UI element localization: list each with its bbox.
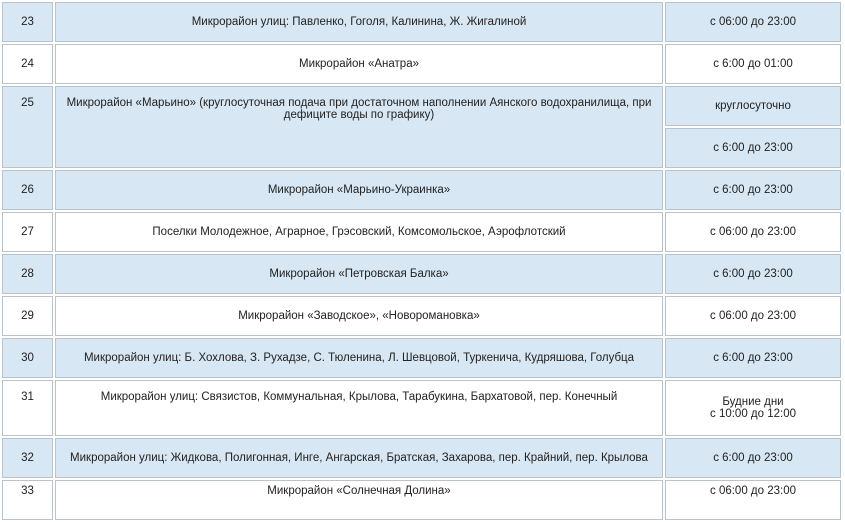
table-row	[2, 296, 841, 336]
row-number: 31	[2, 380, 53, 436]
table-row	[2, 44, 841, 84]
row-number: 24	[2, 44, 53, 84]
area-cell: Микрорайон «Марьино-Украинка»	[55, 170, 663, 210]
table-row	[2, 438, 841, 478]
time-cell: с 6:00 до 23:00	[665, 438, 841, 478]
row-number: 23	[2, 2, 53, 42]
time-cell: с 6:00 до 23:00	[665, 170, 841, 210]
table-row	[2, 170, 841, 210]
table-row	[2, 86, 841, 126]
area-cell: Микрорайон «Анатра»	[55, 44, 663, 84]
area-cell: Поселки Молодежное, Аграрное, Грэсовский, Комсомольское, Аэрофлотский	[55, 212, 663, 252]
time-cell	[665, 380, 841, 436]
area-cell: Микрорайон «Марьино» (круглосуточная подача при достаточном наполнении Аянского водохранилища, при дефиците воды по графику)	[55, 86, 663, 168]
time-cell: с 6:00 до 23:00	[665, 128, 841, 168]
table-row	[2, 2, 841, 42]
area-cell: Микрорайон «Солнечная Долина»	[55, 480, 663, 520]
time-line: Будние дни	[722, 396, 784, 408]
row-number: 33	[2, 480, 53, 520]
area-cell: Микрорайон улиц: Связистов, Коммунальная, Крылова, Тарабукина, Бархатовой, пер. Конечный	[55, 380, 663, 436]
area-cell: Микрорайон «Петровская Балка»	[55, 254, 663, 294]
time-cell: с 06:00 до 23:00	[665, 2, 841, 42]
time-line: с 10:00 до 12:00	[710, 408, 796, 420]
time-cell: с 06:00 до 23:00	[665, 212, 841, 252]
table-row	[2, 380, 841, 436]
area-cell: Микрорайон улиц: Павленко, Гоголя, Калинина, Ж. Жигалиной	[55, 2, 663, 42]
area-cell: Микрорайон улиц: Б. Хохлова, З. Рухадзе, С. Тюленина, Л. Шевцовой, Туркенича, Кудряшова, Голубца	[55, 338, 663, 378]
time-cell: с 06:00 до 23:00	[665, 296, 841, 336]
time-cell: с 6:00 до 23:00	[665, 254, 841, 294]
table-row	[2, 480, 841, 520]
time-cell: с 06:00 до 23:00	[665, 480, 841, 520]
time-cell: круглосуточно	[665, 86, 841, 126]
row-number: 28	[2, 254, 53, 294]
row-number: 32	[2, 438, 53, 478]
area-cell: Микрорайон «Заводское», «Новоромановка»	[55, 296, 663, 336]
time-cell: с 6:00 до 01:00	[665, 44, 841, 84]
row-number: 29	[2, 296, 53, 336]
row-number: 30	[2, 338, 53, 378]
area-cell: Микрорайон улиц: Жидкова, Полигонная, Инге, Ангарская, Братская, Захарова, пер. Крайний, пер. Крылова	[55, 438, 663, 478]
table-row	[2, 254, 841, 294]
row-number: 27	[2, 212, 53, 252]
row-number: 25	[2, 86, 53, 168]
table-row	[2, 212, 841, 252]
time-cell: с 6:00 до 23:00	[665, 338, 841, 378]
row-number: 26	[2, 170, 53, 210]
table-row	[2, 338, 841, 378]
